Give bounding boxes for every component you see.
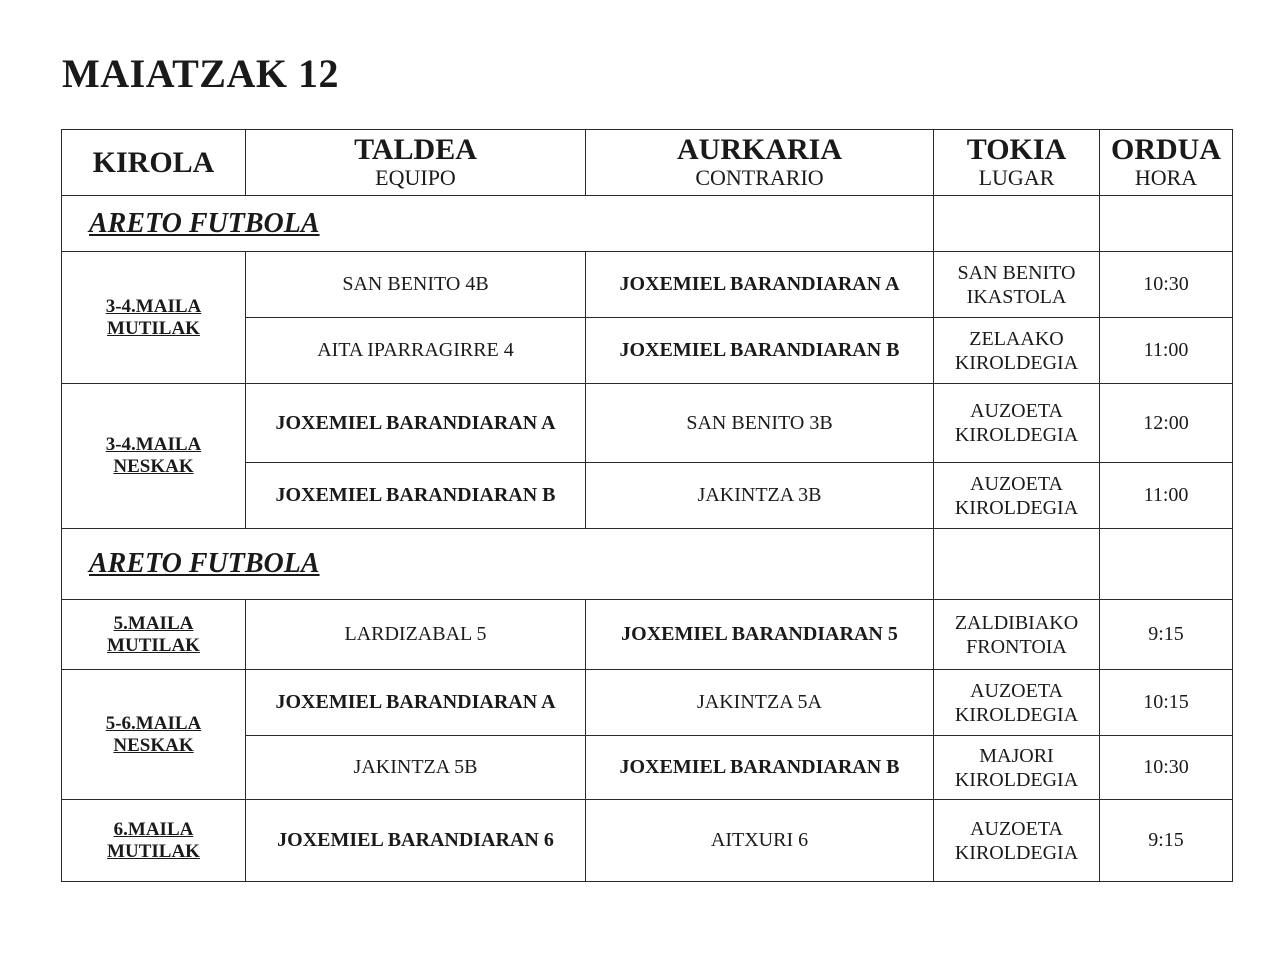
place-line: KIROLDEGIA — [954, 703, 1079, 726]
time-cell: 11:00 — [1100, 318, 1233, 384]
section-title-cell — [62, 196, 934, 252]
header-ordua: ORDUA HORA — [1100, 130, 1233, 196]
team-cell: AITA IPARRAGIRRE 4 — [246, 318, 586, 384]
team-cell: JOXEMIEL BARANDIARAN 6 — [246, 800, 586, 882]
category-line: 6.MAILA — [113, 818, 194, 840]
team-cell: JOXEMIEL BARANDIARAN B — [246, 463, 586, 529]
team-cell: JOXEMIEL BARANDIARAN A — [246, 670, 586, 736]
category-label — [107, 819, 200, 863]
category-label — [106, 713, 202, 757]
section-row — [62, 529, 1233, 600]
match-row — [62, 384, 1233, 463]
time-cell: 10:15 — [1100, 670, 1233, 736]
section-title-cell — [62, 529, 934, 600]
team-cell: JOXEMIEL BARANDIARAN A — [246, 384, 586, 463]
place-cell — [934, 384, 1100, 463]
time-cell: 10:30 — [1100, 736, 1233, 800]
place-line: AUZOETA — [970, 817, 1063, 840]
category-line: NESKAK — [113, 456, 194, 477]
place-line: AUZOETA — [970, 679, 1063, 702]
rival-cell: JOXEMIEL BARANDIARAN B — [586, 318, 934, 384]
place-line: ZELAAKO — [969, 327, 1064, 350]
rival-cell: AITXURI 6 — [586, 800, 934, 882]
place-line: FRONTOIA — [966, 635, 1067, 658]
match-row — [62, 800, 1233, 882]
header-aurkaria: AURKARIA CONTRARIO — [586, 130, 934, 196]
category-label — [107, 613, 200, 657]
rival-cell: JAKINTZA 5A — [586, 670, 934, 736]
category-cell — [62, 670, 246, 800]
category-line: NESKAK — [113, 734, 194, 756]
place-cell — [934, 800, 1100, 882]
match-row — [62, 252, 1233, 318]
place-label — [934, 744, 1099, 792]
category-line: MUTILAK — [107, 634, 200, 656]
place-line: AUZOETA — [970, 400, 1063, 422]
place-line: AUZOETA — [970, 472, 1063, 495]
rival-cell: JAKINTZA 3B — [586, 463, 934, 529]
category-line: 5-6.MAILA — [105, 712, 202, 734]
place-line: KIROLDEGIA — [954, 496, 1079, 519]
place-cell — [934, 463, 1100, 529]
section-empty-cell — [1100, 196, 1233, 252]
category-label — [106, 434, 202, 478]
section-row — [62, 196, 1233, 252]
place-label — [934, 472, 1099, 520]
page-title: MAIATZAK 12 — [62, 51, 339, 96]
category-line: 3-4.MAILA — [105, 295, 202, 317]
rival-cell: JOXEMIEL BARANDIARAN B — [586, 736, 934, 800]
schedule-body — [62, 130, 1233, 882]
place-label — [934, 611, 1099, 659]
category-cell — [62, 800, 246, 882]
header-taldea: TALDEA EQUIPO — [246, 130, 586, 196]
time-cell: 11:00 — [1100, 463, 1233, 529]
place-cell — [934, 600, 1100, 670]
category-cell — [62, 384, 246, 529]
time-cell: 10:30 — [1100, 252, 1233, 318]
place-cell — [934, 252, 1100, 318]
category-line: 3-4.MAILA — [105, 434, 202, 455]
place-line: SAN BENITO — [957, 261, 1076, 284]
place-label — [934, 679, 1099, 727]
place-line: KIROLDEGIA — [954, 841, 1079, 864]
place-label — [934, 261, 1099, 309]
team-cell: LARDIZABAL 5 — [246, 600, 586, 670]
section-empty-cell — [1100, 529, 1233, 600]
rival-cell: SAN BENITO 3B — [586, 384, 934, 463]
place-line: ZALDIBIAKO — [954, 611, 1079, 634]
place-line: KIROLDEGIA — [954, 351, 1079, 374]
category-cell — [62, 252, 246, 384]
place-label — [934, 327, 1099, 375]
place-cell — [934, 736, 1100, 800]
header-row — [62, 130, 1233, 196]
category-line: 5.MAILA — [113, 612, 194, 634]
time-cell: 9:15 — [1100, 800, 1233, 882]
place-line: MAJORI — [979, 744, 1054, 767]
place-line: KIROLDEGIA — [954, 424, 1079, 446]
category-cell — [62, 600, 246, 670]
section-title: ARETO FUTBOLA — [89, 207, 320, 239]
rival-cell: JOXEMIEL BARANDIARAN A — [586, 252, 934, 318]
place-label — [934, 817, 1099, 865]
team-cell: JAKINTZA 5B — [246, 736, 586, 800]
category-line: MUTILAK — [107, 317, 200, 339]
section-title: ARETO FUTBOLA — [89, 548, 320, 579]
time-cell: 12:00 — [1100, 384, 1233, 463]
schedule-table — [61, 129, 1233, 882]
category-label — [106, 296, 202, 340]
time-cell: 9:15 — [1100, 600, 1233, 670]
place-line: IKASTOLA — [966, 285, 1067, 308]
team-cell: SAN BENITO 4B — [246, 252, 586, 318]
header-tokia: TOKIA LUGAR — [934, 130, 1100, 196]
header-kirola: KIROLA — [62, 130, 246, 196]
place-label — [934, 399, 1099, 447]
category-line: MUTILAK — [107, 840, 200, 862]
place-cell — [934, 318, 1100, 384]
place-cell — [934, 670, 1100, 736]
match-row — [62, 670, 1233, 736]
section-empty-cell — [934, 529, 1100, 600]
match-row — [62, 600, 1233, 670]
place-line: KIROLDEGIA — [954, 768, 1079, 791]
section-empty-cell — [934, 196, 1100, 252]
rival-cell: JOXEMIEL BARANDIARAN 5 — [586, 600, 934, 670]
